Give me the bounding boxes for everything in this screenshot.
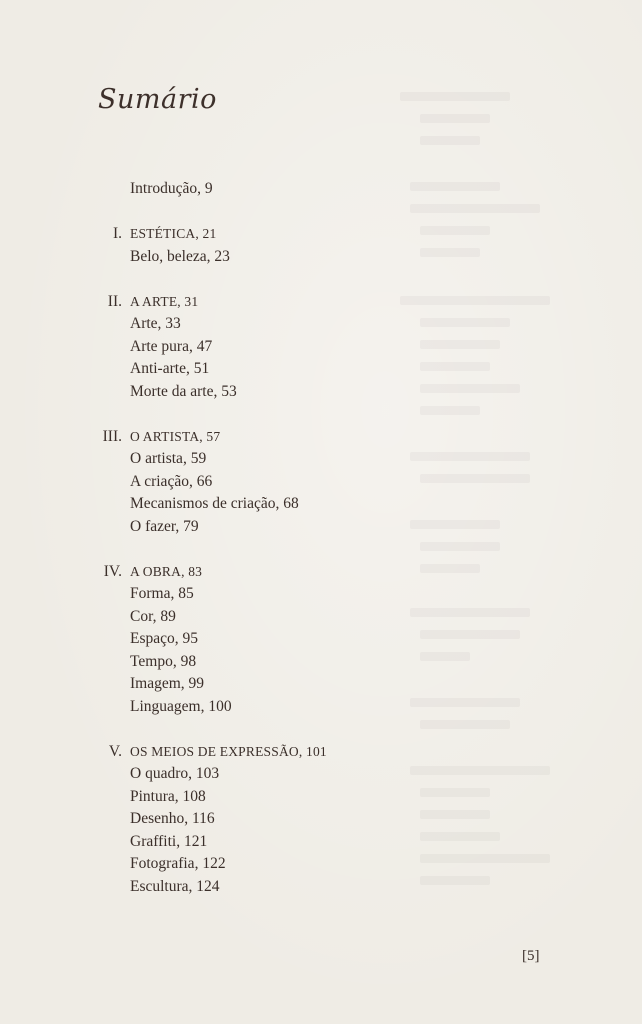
toc-entry-label: Belo, beleza, 23	[130, 247, 230, 265]
toc-section-heading	[0, 561, 642, 584]
toc-entry-intro	[0, 178, 642, 201]
toc-entry-label: Forma, 85	[130, 585, 194, 602]
toc-entry-label: A criação, 66	[130, 472, 213, 490]
section-title: ESTÉTICA, 21	[130, 226, 217, 241]
toc-entry	[0, 471, 642, 494]
toc-entry-label: O fazer, 79	[130, 517, 199, 535]
toc-entry	[0, 493, 642, 516]
toc-entry-label: Desenho, 116	[130, 810, 215, 827]
toc-entry	[0, 808, 642, 831]
toc-entry-label: Mecanismos de criação, 68	[130, 495, 299, 512]
toc-entry-label: Introdução, 9	[130, 180, 213, 197]
toc-entry-label: O quadro, 103	[130, 765, 220, 782]
toc-entry	[0, 673, 642, 696]
toc-section-heading	[0, 291, 642, 314]
toc-entry-label: Fotografia, 122	[130, 855, 226, 872]
toc-entry	[0, 358, 642, 381]
section-numeral: III.	[102, 427, 122, 445]
section-numeral: IV.	[103, 562, 122, 580]
toc-entry	[0, 246, 642, 269]
toc-entry	[0, 853, 642, 876]
table-of-contents	[0, 178, 642, 898]
toc-entry-label: Arte pura, 47	[130, 337, 213, 355]
section-numeral: I.	[112, 225, 122, 242]
toc-entry-label: Morte da arte, 53	[130, 382, 237, 400]
page-number: [5]	[522, 948, 540, 964]
toc-entry-label: Pintura, 108	[130, 787, 206, 805]
toc-entry-label: Escultura, 124	[130, 877, 220, 895]
toc-entry	[0, 831, 642, 854]
toc-entry-label: Anti-arte, 51	[130, 360, 210, 377]
toc-entry-label: Imagem, 99	[130, 675, 205, 692]
section-title: A OBRA, 83	[130, 563, 203, 579]
toc-entry	[0, 876, 642, 899]
toc-entry-label: O artista, 59	[130, 450, 207, 467]
section-numeral: V.	[108, 742, 122, 760]
toc-entry	[0, 651, 642, 674]
toc-entry-label: Linguagem, 100	[130, 697, 232, 715]
toc-entry	[0, 381, 642, 404]
bleed-through	[420, 136, 480, 145]
section-title: O ARTISTA, 57	[130, 428, 221, 444]
toc-section-heading	[0, 741, 642, 764]
toc-entry-label: Graffiti, 121	[130, 832, 208, 850]
section-numeral: II.	[107, 292, 122, 310]
toc-entry	[0, 696, 642, 719]
section-title: OS MEIOS DE EXPRESSÃO, 101	[130, 743, 327, 759]
toc-entry	[0, 448, 642, 471]
toc-entry	[0, 313, 642, 336]
toc-entry	[0, 336, 642, 359]
toc-entry	[0, 628, 642, 651]
bleed-through	[400, 92, 510, 101]
toc-section-heading	[0, 223, 642, 246]
toc-section-heading	[0, 426, 642, 449]
bleed-through	[420, 114, 490, 123]
toc-entry	[0, 516, 642, 539]
toc-entry	[0, 786, 642, 809]
section-title: A ARTE, 31	[130, 293, 199, 309]
toc-entry	[0, 606, 642, 629]
toc-entry-label: Espaço, 95	[130, 630, 199, 647]
toc-entry-label: Arte, 33	[130, 315, 181, 332]
toc-entry	[0, 583, 642, 606]
toc-entry-label: Cor, 89	[130, 607, 176, 625]
toc-entry-label: Tempo, 98	[130, 652, 197, 670]
toc-entry	[0, 763, 642, 786]
page-title: Sumário	[98, 84, 217, 115]
